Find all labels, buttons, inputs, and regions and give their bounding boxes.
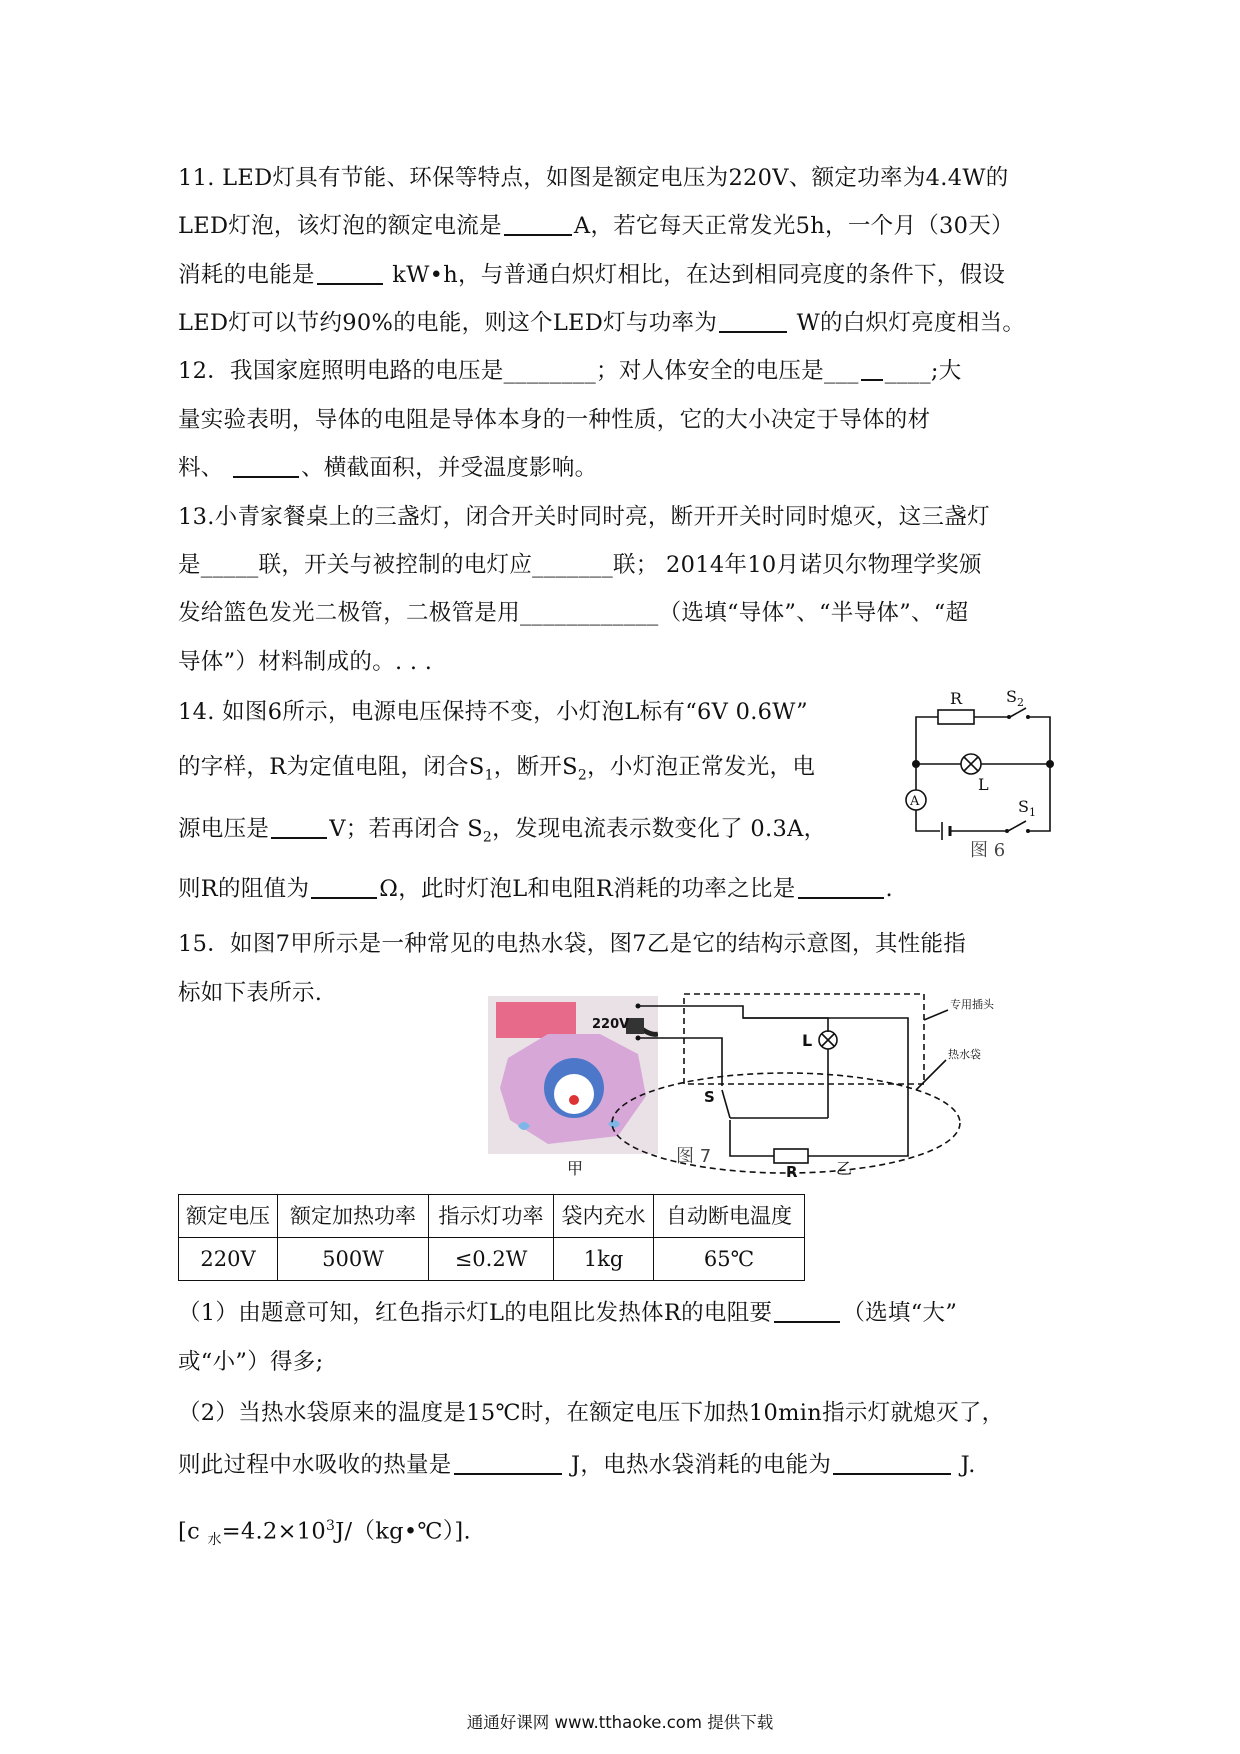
table-header-cell: 额定加热功率 bbox=[278, 1195, 429, 1238]
fig6-label-ammeter: A bbox=[910, 794, 920, 809]
wire bbox=[1028, 717, 1050, 764]
switch-s2 bbox=[1010, 708, 1026, 717]
wire bbox=[743, 1018, 908, 1156]
q14-text: 源电压是 bbox=[178, 816, 270, 842]
fig7-label-plug: 专用插头 bbox=[950, 998, 994, 1011]
q14-sub: 1 bbox=[484, 767, 494, 784]
q12-text: 、横截面积，并受温度影响。 bbox=[301, 455, 598, 481]
table-row bbox=[179, 1238, 805, 1281]
q15-2-sub: 水 bbox=[207, 1532, 222, 1548]
q14-text: Ω，此时灯泡L和电阻R消耗的功率之比是 bbox=[379, 876, 796, 902]
q14-text: ，断开S bbox=[493, 754, 578, 780]
table-header-cell: 袋内充水 bbox=[554, 1195, 654, 1238]
q15-1-answer-blank[interactable] bbox=[774, 1299, 840, 1323]
wire bbox=[1028, 764, 1050, 831]
q11-text: 消耗的电能是 bbox=[178, 262, 315, 288]
switch-contact bbox=[1026, 715, 1030, 719]
q14-sub: 2 bbox=[482, 829, 493, 846]
q12-text: ____;大 bbox=[884, 358, 962, 384]
switch-s1 bbox=[1008, 821, 1026, 831]
heater-r bbox=[774, 1149, 808, 1163]
fig6-label-r: R bbox=[950, 690, 963, 708]
fig7-label-lamp: L bbox=[802, 1031, 813, 1050]
q12-line-3 bbox=[178, 453, 1068, 483]
q12-answer-blank-2[interactable] bbox=[861, 357, 883, 381]
switch-s bbox=[722, 1090, 730, 1118]
resistor-r bbox=[938, 710, 974, 724]
figure-7-circuit bbox=[478, 990, 1018, 1180]
fig7-label-switch: S bbox=[704, 1088, 715, 1106]
table-cell: 65℃ bbox=[654, 1238, 805, 1281]
terminal bbox=[636, 1036, 641, 1041]
fig7-caption-jia: 甲 bbox=[567, 1159, 584, 1178]
table-cell: 220V bbox=[179, 1238, 278, 1281]
table-header-cell: 额定电压 bbox=[179, 1195, 278, 1238]
q14-line-4 bbox=[178, 874, 1068, 904]
fig6-label-lamp: L bbox=[978, 775, 989, 794]
q12-text: 12．我国家庭照明电路的电压是________；对人体安全的电压是___ bbox=[178, 358, 859, 384]
wire bbox=[638, 1006, 828, 1032]
q15-2-sup: 3 bbox=[325, 1518, 336, 1534]
q15-2-line-2 bbox=[178, 1450, 1068, 1480]
q15-2-text: [c bbox=[178, 1518, 208, 1545]
q15-1-line-2: 或“小”）得多; bbox=[178, 1349, 324, 1375]
q11-line-3 bbox=[178, 260, 1068, 290]
wire bbox=[916, 810, 940, 831]
table-cell: 1kg bbox=[554, 1238, 654, 1281]
q15-2-text: J/（kg•℃）]. bbox=[335, 1518, 471, 1545]
q11-text: W的白炽灯亮度相当。 bbox=[789, 310, 1026, 336]
fig6-label-s1: $S_1$ bbox=[1018, 797, 1036, 819]
fig7-label-resistor: R bbox=[786, 1163, 798, 1180]
leader-line bbox=[924, 1010, 948, 1020]
q14-sub: 2 bbox=[577, 767, 588, 784]
q14-text: 则R的阻值为 bbox=[178, 876, 310, 902]
switch-contact bbox=[1007, 715, 1011, 719]
junction bbox=[912, 760, 920, 768]
q14-text: V；若再闭合 S bbox=[329, 816, 483, 842]
q15-1-text: （选填“大” bbox=[842, 1300, 958, 1326]
q11-line-4 bbox=[178, 308, 1068, 338]
q14-text: . bbox=[885, 876, 893, 902]
table-cell: ≤0.2W bbox=[429, 1238, 554, 1281]
terminal bbox=[636, 1004, 641, 1009]
q15-2-answer-blank-1[interactable] bbox=[454, 1451, 562, 1475]
q14-text: ，发现电流表示数变化了 0.3A， bbox=[492, 816, 827, 842]
q11-text: A，若它每天正常发光5h，一个月（30天） bbox=[573, 213, 1014, 239]
fig7-caption-yi: 乙 bbox=[836, 1159, 853, 1178]
q15-line-1: 15．如图7甲所示是一种常见的电热水袋，图7乙是它的结构示意图，其性能指 bbox=[178, 931, 967, 957]
q12-line-1 bbox=[178, 356, 1068, 386]
wire bbox=[730, 1120, 774, 1156]
q11-text: LED灯可以节约90%的电能，则这个LED灯与功率为 bbox=[178, 310, 718, 336]
q14-text: ，小灯泡正常发光，电 bbox=[587, 754, 816, 780]
q13-line-1: 13.小青家餐桌上的三盏灯，闭合开关时同时亮，断开开关时同时熄灭，这三盏灯 bbox=[178, 504, 990, 530]
fig7-label-voltage: 220V bbox=[592, 1017, 630, 1032]
q15-2-line-3 bbox=[178, 1511, 1068, 1555]
q14-text: 的字样，R为定值电阻，闭合S bbox=[178, 754, 485, 780]
q14-answer-blank-1[interactable] bbox=[271, 815, 327, 839]
table-header-cell: 指示灯功率 bbox=[429, 1195, 554, 1238]
q11-answer-blank-2[interactable] bbox=[317, 261, 383, 285]
q15-2-answer-blank-2[interactable] bbox=[833, 1451, 951, 1475]
fig7-label-bag: 热水袋 bbox=[948, 1048, 981, 1061]
performance-table bbox=[178, 1194, 805, 1281]
table-header-cell: 自动断电温度 bbox=[654, 1195, 805, 1238]
table-cell: 500W bbox=[278, 1238, 429, 1281]
q14-answer-blank-3[interactable] bbox=[798, 875, 884, 899]
q15-line-2: 标如下表所示. bbox=[178, 980, 323, 1006]
q13-line-2: 是_____联，开关与被控制的电灯应_______联； 2014年10月诺贝尔物理学奖颁 bbox=[178, 552, 982, 578]
fig7-caption: 图 7 bbox=[676, 1146, 712, 1167]
q11-text: LED灯泡，该灯泡的额定电流是 bbox=[178, 213, 502, 239]
fig6-label-s2: $S_2$ bbox=[1006, 690, 1024, 709]
q15-2-text: 则此过程中水吸收的热量是 bbox=[178, 1452, 452, 1478]
q11-answer-blank-1[interactable] bbox=[504, 212, 572, 236]
q12-answer-blank-3[interactable] bbox=[233, 454, 299, 478]
q11-line-1: 11. LED灯具有节能、环保等特点，如图是额定电压为220V、额定功率为4.4W的 bbox=[178, 165, 1009, 191]
q14-answer-blank-2[interactable] bbox=[311, 875, 377, 899]
q15-1-line-1 bbox=[178, 1298, 1068, 1328]
wire bbox=[916, 717, 938, 764]
q15-2-text: J，电热水袋消耗的电能为 bbox=[563, 1452, 832, 1478]
page-footer: 通通好课网 www.tthaoke.com 提供下载 bbox=[466, 1713, 774, 1732]
switch-contact bbox=[1005, 829, 1009, 833]
figure-6-circuit bbox=[898, 690, 1074, 860]
switch-contact bbox=[1026, 829, 1030, 833]
q13-line-4: 导体”）材料制成的。. . . bbox=[178, 649, 433, 675]
q12-text: 料、 bbox=[178, 455, 232, 481]
fig6-caption: 图 6 bbox=[970, 840, 1006, 860]
q15-2-text: J. bbox=[953, 1452, 976, 1478]
q13-line-3: 发给篮色发光二极管，二极管是用____________（选填“导体”、“半导体”、“超 bbox=[178, 600, 969, 626]
q11-answer-blank-3[interactable] bbox=[719, 309, 787, 333]
q15-1-text: （1）由题意可知，红色指示灯L的电阻比发热体R的电阻要 bbox=[178, 1300, 773, 1326]
q11-line-2 bbox=[178, 211, 1068, 241]
junction bbox=[1046, 760, 1054, 768]
q12-line-2: 量实验表明，导体的电阻是导体本身的一种性质，它的大小决定于导体的材 bbox=[178, 407, 931, 433]
leader-line bbox=[916, 1060, 946, 1090]
q15-2-text: =4.2×10 bbox=[221, 1518, 326, 1545]
table-header-row bbox=[179, 1195, 805, 1238]
q15-2-line-1: （2）当热水袋原来的温度是15℃时，在额定电压下加热10min指示灯就熄灭了， bbox=[178, 1400, 1005, 1426]
q14-line-1: 14. 如图6所示，电源电压保持不变，小灯泡L标有“6V 0.6W” bbox=[178, 699, 808, 725]
q11-text: kW•h，与普通白炽灯相比，在达到相同亮度的条件下，假设 bbox=[384, 262, 1006, 288]
